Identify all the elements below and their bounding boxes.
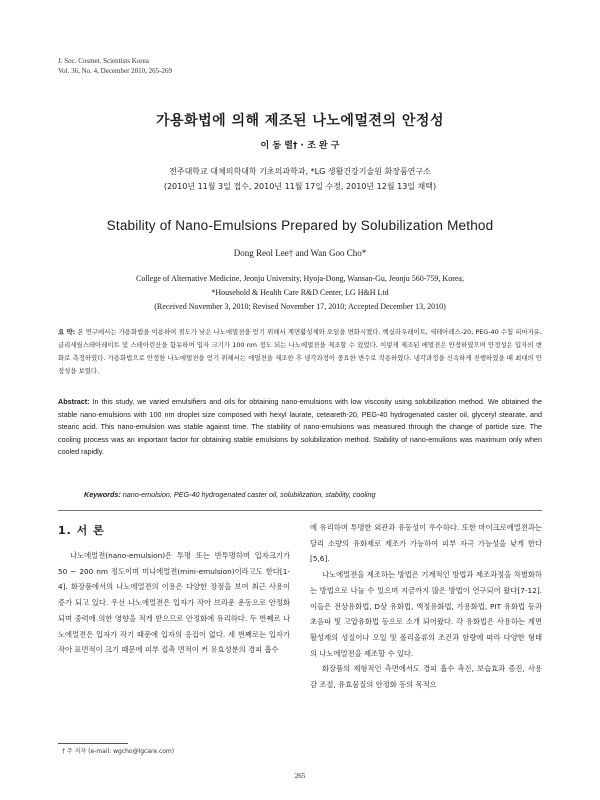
english-abstract-text: In this study, we varied emulsifiers and oils for obtaining nano-emulsions with low viscosity using solubilization method. We obtained the stable nano-emulsions with 100 nm droplet size composed with hexyl laurate, ceteareth-20, PEG-40 hydrogenated caster oil, glyceryl stearate, and stearic acid. This nano-emulsion was stable against time. The stability of nano-emulsions was measured through the change of particle size. The cooling process was an important factor for obtaining stable emulsions by solubilization method. Stability of nano-emulions was maximum only when cooled rapidly. — [58, 397, 542, 457]
korean-affiliation: 전주대학교 대체의학대학 기초의과학과, *LG 생활건강기술원 화장품연구소 — [169, 167, 431, 176]
korean-abstract-label: 요 약: — [58, 328, 76, 336]
korean-affiliation-block — [0, 164, 600, 194]
intro-paragraph-3: 화장품의 제형적인 측면에서도 경피 흡수 촉진, 보습효과 증진, 사용감 조절, 유효물질의 안정화 등의 목적으 — [310, 664, 542, 690]
keywords-list: nano-emulsion, PEG-40 hydrogenated caster oil, solubilization, stability, cooling — [120, 490, 376, 499]
footnote-rule — [58, 743, 128, 744]
english-authors: Dong Reol Lee† and Wan Goo Cho* — [233, 248, 367, 258]
intro-paragraph-2: 나노에멀젼을 제조하는 방법은 기계적인 방법과 제조과정을 차별화하는 방법으로 나눌 수 있으며 지금까지 많은 방법이 연구되어 왔다[7-12]. 이들은 전상유화법, D상 유화법, 액정유화법, 가용화법, PIT 유화법 등과 초음파 및 고압유화법 등으로 소개 되어왔다. 각 유화법은 사용하는 계면활성제의 성질이나 오일 및 폴리올류의 조건과 함량에 따라 다양한 형태의 나노에멀젼을 제조할 수 있다. — [310, 570, 542, 658]
english-dates: (Received November 3, 2010; Revised November 17, 2010; Accepted December 13, 2010) — [154, 302, 446, 311]
english-title: Stability of Nano-Emulsions Prepared by Solubilization Method — [106, 218, 494, 233]
korean-abstract — [58, 326, 542, 378]
body-column-left — [58, 548, 290, 658]
korean-abstract-text: 본 연구에서는 가용화법을 이용하여 점도가 낮은 나노에멀젼을 얻기 위해서 계면활성제와 오일을 변화시켰다. 헥실라우레이트, 세테아레스-20, PEG-40 수첨 피마자유, 글리세릴스테아레이트 및 스테아린산을 함유하며 입자 크기가 100 nm 정도 되는 나노에멀젼을 제조할 수 있었다. 이렇게 제조된 에멀젼은 안정하였으며 안정성은 입자의 변화로 측정하였다. 가용화법으로 안정한 나노에멀젼을 얻기 위해서는 에멀젼을 제조한 후 냉각과정이 중요한 변수로 작용하였다. 냉각과정을 신속하게 진행하였을 때 최대의 안정성을 보였다. — [58, 328, 542, 375]
english-affiliation-1: College of Alternative Medicine, Jeonju University, Hyoja-Dong, Wansan-Gu, Jeonju 560-759, Korea, — [136, 274, 464, 283]
journal-name: J. Soc. Cosmet. Scientists Korea — [58, 57, 149, 65]
journal-header — [58, 56, 172, 76]
page-number: 265 — [294, 772, 306, 780]
korean-authors: 이 동 렬† · 조 완 구 — [260, 141, 340, 151]
korean-dates: (2010년 11월 3일 접수, 2010년 11월 17일 수정, 2010년 12월 13일 채택) — [163, 182, 437, 191]
keywords-label: Keywords: — [84, 490, 121, 499]
korean-title: 가용화법에 의해 제조된 나노에멀젼의 안정성 — [156, 113, 444, 129]
journal-volume: Vol. 36, No. 4, December 2010, 265-269 — [58, 67, 172, 75]
english-affiliation-block — [0, 272, 600, 314]
intro-paragraph-1-cont: 에 유리하며 투명한 외관과 유동성이 우수하다. 또한 마이크로에멀젼과는 달리 소량의 유화제로 제조가 가능하여 피부 자극 가능성을 낮게 한다[5,6]. — [310, 523, 542, 564]
english-abstract-label: Abstract: — [58, 397, 90, 406]
keywords — [84, 490, 376, 499]
corresponding-author-footnote: † 주 저자 (e-mail: wgcho@lgcare.com) — [62, 748, 175, 755]
section-heading-introduction: 1. 서 론 — [58, 524, 105, 537]
section-divider — [58, 510, 542, 511]
english-affiliation-2: *Household & Health Care R&D Center, LG H&H Ltd — [211, 288, 389, 297]
intro-paragraph-1: 나노에멀젼(nano-emulsion)은 투명 또는 반투명하며 입자크기가 50 ~ 200 nm 정도이며 미니에멀젼(mini-emulsion)이라고도 한다[1-4]. 화장품에서의 나노에멀젼의 이용은 다양한 장점을 보여 최근 사용이 증가 되고 있다. 우선 나노에멀젼은 입자가 작아 브라운 운동으로 안정화되며 중력에 의한 영향을 적게 받으므로 안정화에 유리하다. 두 번째로 나노에멀젼은 입자가 작기 때문에 입자의 응집이 없다. 세 번째로는 입자가 작아 표면적이 크기 때문에 피부 접촉 면적이 커 유효성분의 경피 흡수 — [58, 551, 290, 655]
body-column-right — [310, 520, 542, 693]
english-abstract — [58, 396, 542, 459]
